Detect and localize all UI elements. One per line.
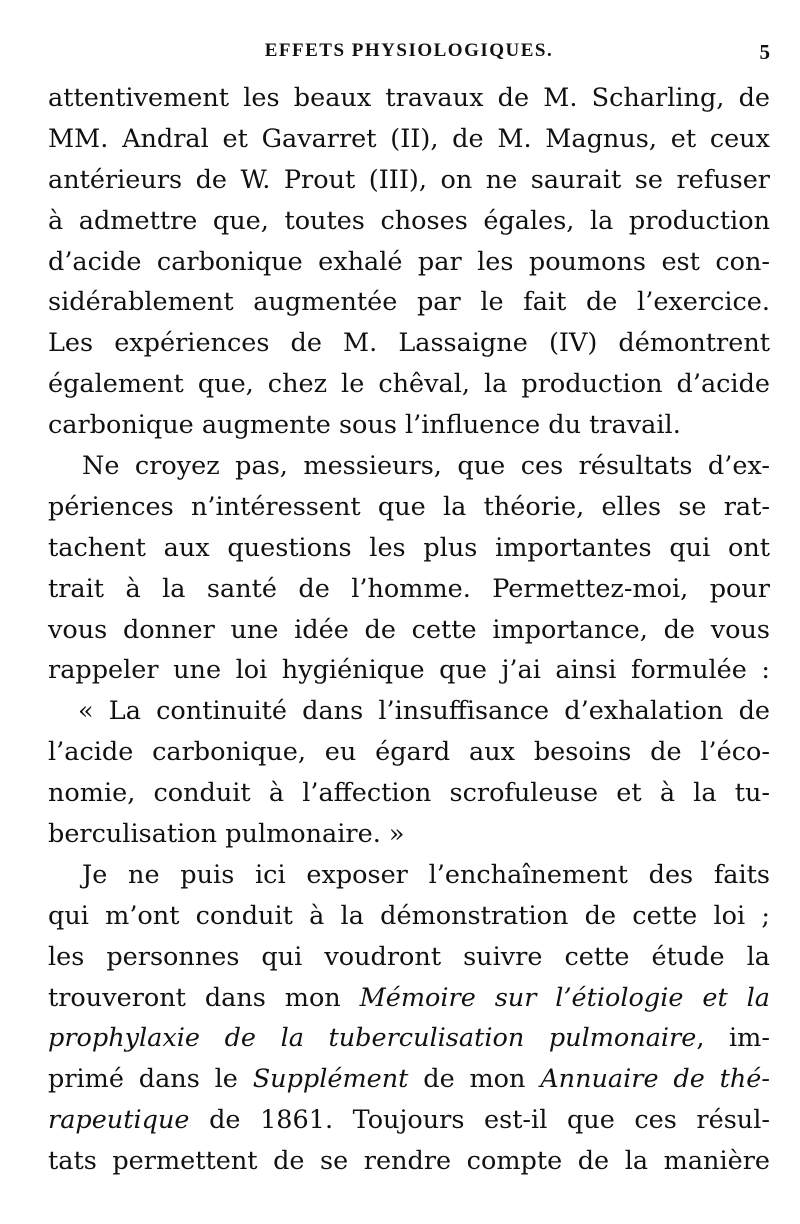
text-line xyxy=(48,569,770,610)
body-text xyxy=(48,78,770,1182)
text-line xyxy=(48,282,770,323)
text-segment: vous donner une idée de cette importance, de vous xyxy=(48,614,770,645)
text-line xyxy=(48,78,770,119)
text-segment: attentivement les beaux travaux de M. Scharling, de xyxy=(48,83,770,113)
running-title: EFFETS PHYSIOLOGIQUES. xyxy=(264,40,554,61)
text-segment: de mon xyxy=(408,1064,541,1095)
text-line xyxy=(48,119,770,160)
text-segment: berculisation pulmonaire. » xyxy=(48,819,405,850)
text-line xyxy=(48,323,770,364)
text-line xyxy=(48,814,770,855)
text-line xyxy=(48,528,770,569)
text-segment: tachent aux questions les plus importantes qui ont xyxy=(48,532,770,563)
text-line xyxy=(48,732,770,773)
italic-text: prophylaxie de la tuberculisation pulmonaire xyxy=(48,1023,697,1054)
text-line xyxy=(48,160,770,201)
text-segment: antérieurs de W. Prout (III), on ne saurait se refuser xyxy=(48,164,770,195)
text-line xyxy=(48,201,770,242)
text-segment: qui m’ont conduit à la démonstration de cette loi ; xyxy=(48,900,770,931)
text-line xyxy=(48,650,770,691)
text-line xyxy=(48,978,770,1019)
text-segment: Ne croyez pas, messieurs, que ces résultats d’ex- xyxy=(82,451,770,482)
text-line xyxy=(48,691,770,732)
text-line xyxy=(48,896,770,937)
text-segment: trouveront dans mon xyxy=(48,982,360,1013)
text-segment: l’acide carbonique, eu égard aux besoins de l’éco- xyxy=(48,737,770,768)
text-line xyxy=(48,405,770,446)
text-line xyxy=(48,487,770,528)
italic-text: Annuaire de thé- xyxy=(540,1064,771,1095)
italic-text: Supplément xyxy=(252,1064,409,1095)
text-line xyxy=(48,1018,770,1059)
text-line xyxy=(48,773,770,814)
page-number: 5 xyxy=(759,40,770,64)
text-line xyxy=(48,1100,770,1141)
text-segment: tats permettent de se rendre compte de la manière xyxy=(48,1146,770,1177)
text-line xyxy=(48,610,770,651)
text-segment: nomie, conduit à l’affection scrofuleuse et à la tu- xyxy=(48,778,770,809)
text-segment: primé dans le xyxy=(48,1064,253,1095)
text-segment: , im- xyxy=(696,1023,770,1054)
text-segment: également que, chez le chêval, la production d’acide xyxy=(48,369,770,400)
text-segment: périences n’intéressent que la théorie, elles se rat- xyxy=(48,491,770,522)
text-segment: de 1861. Toujours est-il que ces résul- xyxy=(189,1105,770,1136)
text-segment: à admettre que, toutes choses égales, la production xyxy=(48,205,770,236)
text-segment: MM. Andral et Gavarret (II), de M. Magnus, et ceux xyxy=(48,123,770,154)
text-segment: les personnes qui voudront suivre cette étude la xyxy=(48,941,770,972)
text-segment: « La continuité dans l’insuffisance d’exhalation de xyxy=(78,696,770,727)
text-line xyxy=(48,1059,770,1100)
running-head xyxy=(48,40,770,68)
text-line xyxy=(48,364,770,405)
text-line xyxy=(48,446,770,487)
text-line xyxy=(48,1141,770,1182)
text-segment: Les expériences de M. Lassaigne (IV) démontrent xyxy=(48,328,770,359)
italic-text: rapeutique xyxy=(48,1105,190,1136)
text-segment: carbonique augmente sous l’influence du travail. xyxy=(48,410,681,441)
text-segment: sidérablement augmentée par le fait de l’exercice. xyxy=(48,287,770,318)
text-line xyxy=(48,855,770,896)
text-segment: rappeler une loi hygiénique que j’ai ainsi formulée : xyxy=(48,655,770,686)
text-segment: trait à la santé de l’homme. Permettez-moi, pour xyxy=(48,573,770,604)
text-line xyxy=(48,937,770,978)
text-segment: d’acide carbonique exhalé par les poumons est con- xyxy=(48,246,770,277)
italic-text: Mémoire sur l’étiologie et la xyxy=(359,982,770,1013)
text-line xyxy=(48,242,770,283)
text-segment: Je ne puis ici exposer l’enchaînement des faits xyxy=(82,859,770,890)
